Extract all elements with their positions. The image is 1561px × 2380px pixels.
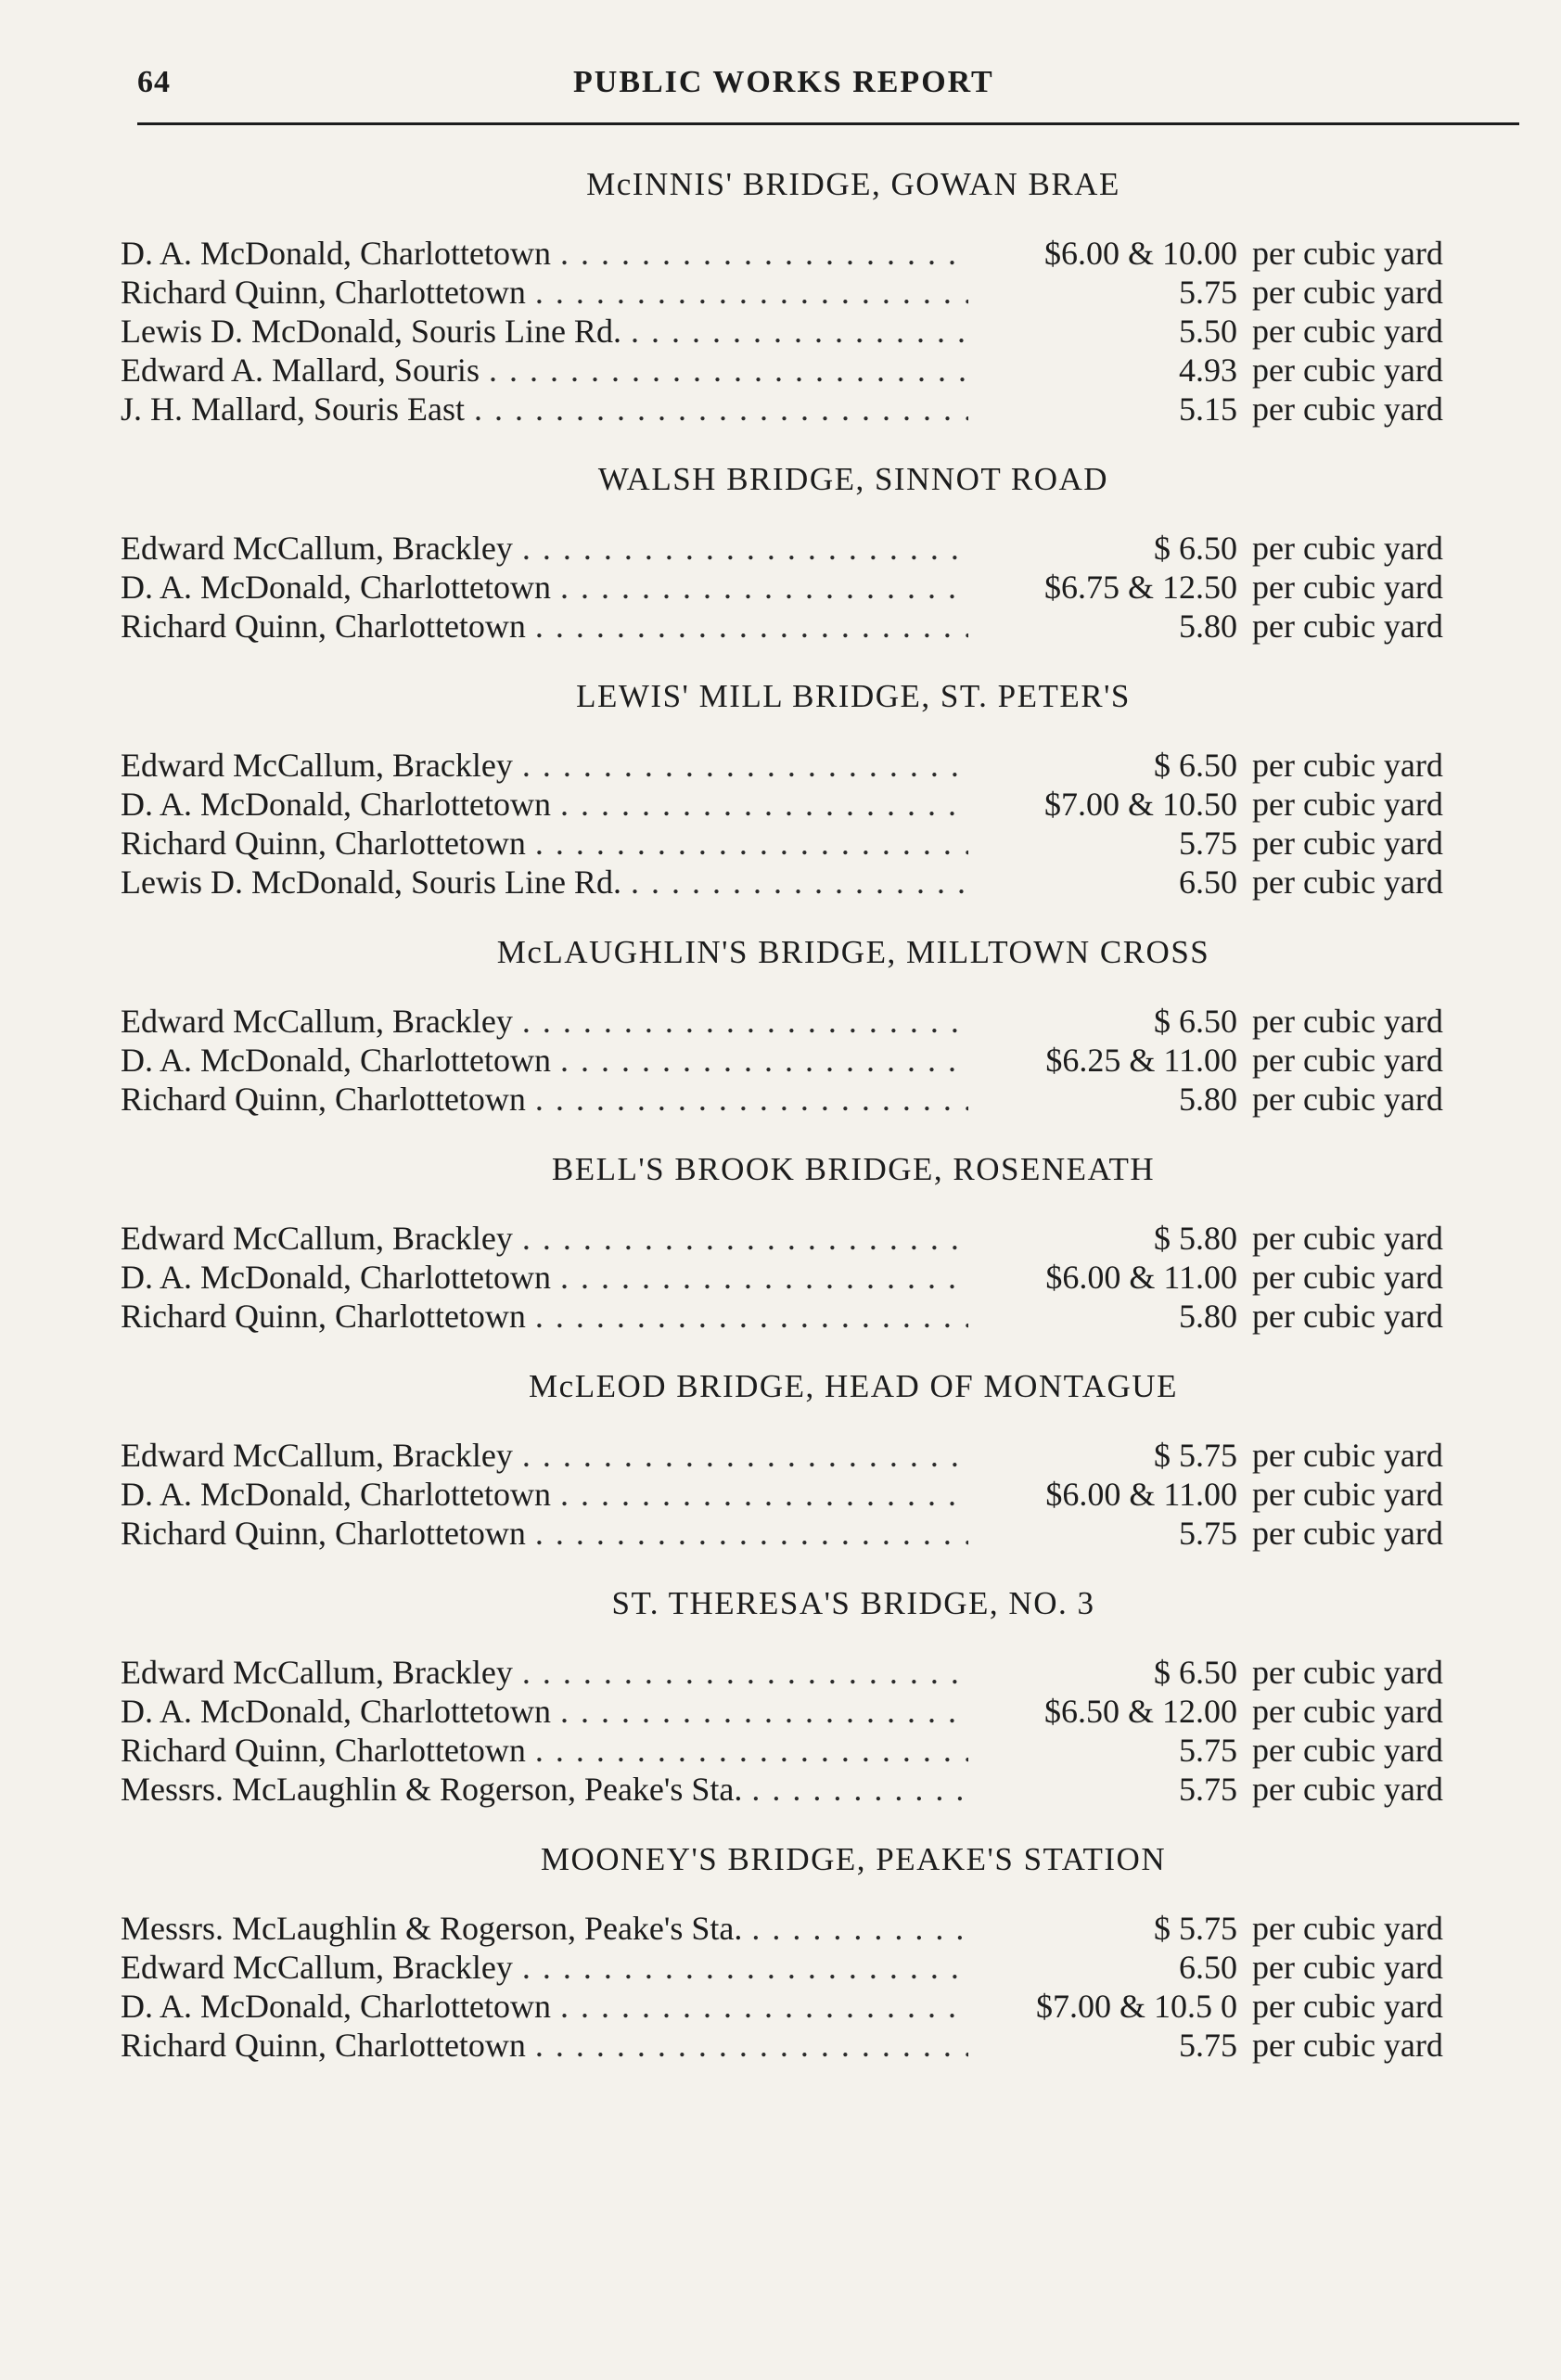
bidder-name: Edward McCallum, Brackley [121,747,513,784]
bid-row [121,1436,1521,1475]
bidder-name: Richard Quinn, Charlottetown [121,2027,526,2064]
dot-leader [522,1653,968,1692]
bridge-section-title: WALSH BRIDGE, SINNOT ROAD [597,461,1109,497]
bid-price: 5.75 [1179,1732,1237,1769]
bidder-name: D. A. McDonald, Charlottetown [121,1259,551,1296]
bid-price: 5.75 [1179,274,1237,311]
bid-row [121,785,1521,824]
bidder-name: D. A. McDonald, Charlottetown [121,1988,551,2025]
dot-leader [535,1731,968,1770]
dot-leader [522,1002,968,1041]
bidder-name: D. A. McDonald, Charlottetown [121,569,551,606]
bid-row [121,863,1521,902]
bid-row [121,746,1521,785]
dot-leader [560,568,968,607]
dot-leader [535,2026,968,2065]
bid-unit: per cubic yard [1252,1042,1443,1079]
bid-price: $ 5.80 [1154,1220,1237,1257]
bidder-name: Richard Quinn, Charlottetown [121,1298,526,1335]
bridge-section [121,1367,1521,1553]
bid-price: 6.50 [1179,1949,1237,1986]
bid-price: $7.00 & 10.50 [1043,786,1237,823]
dot-leader [535,273,968,312]
bid-unit: per cubic yard [1252,390,1443,428]
bidder-name: Edward McCallum, Brackley [121,1437,513,1474]
bid-unit: per cubic yard [1252,1437,1443,1474]
bridge-section-title: MOONEY'S BRIDGE, PEAKE'S STATION [540,1841,1167,1877]
bid-row [121,607,1521,646]
bid-row [121,1219,1521,1258]
dot-leader [560,1987,968,2026]
bidder-name: D. A. McDonald, Charlottetown [121,1476,551,1513]
bid-row [121,824,1521,863]
bidder-name: D. A. McDonald, Charlottetown [121,1693,551,1730]
bidder-name: Messrs. McLaughlin & Rogerson, Peake's Sta. [121,1771,743,1808]
bid-price: $6.50 & 12.00 [1043,1693,1237,1730]
bid-unit: per cubic yard [1252,1220,1443,1257]
dot-leader [522,1436,968,1475]
bridge-section-title: McLEOD BRIDGE, HEAD OF MONTAGUE [529,1368,1178,1404]
bidder-name: Richard Quinn, Charlottetown [121,608,526,645]
bid-unit: per cubic yard [1252,1654,1443,1691]
bid-unit: per cubic yard [1252,747,1443,784]
bidder-name: Lewis D. McDonald, Souris Line Rd. [121,313,621,350]
dot-leader [560,1475,968,1514]
bid-price: 5.75 [1179,2027,1237,2064]
bid-unit: per cubic yard [1252,1771,1443,1808]
bid-price: $6.75 & 12.50 [1043,569,1237,606]
bridge-section-title: McINNIS' BRIDGE, GOWAN BRAE [586,166,1120,202]
bid-price: $6.00 & 11.00 [1045,1476,1237,1513]
dot-leader [535,607,968,646]
dot-leader [751,1909,968,1948]
bid-price: $ 5.75 [1154,1437,1237,1474]
bid-unit: per cubic yard [1252,1515,1443,1552]
dot-leader [535,1514,968,1553]
bidder-name: Edward McCallum, Brackley [121,1220,513,1257]
bidder-name: Edward McCallum, Brackley [121,1003,513,1040]
bridge-section [121,933,1521,1119]
bid-unit: per cubic yard [1252,235,1443,272]
bid-row [121,1653,1521,1692]
bid-unit: per cubic yard [1252,1949,1443,1986]
bid-price: 5.50 [1179,313,1237,350]
bid-row [121,529,1521,568]
dot-leader [522,1219,968,1258]
bridge-section-title: LEWIS' MILL BRIDGE, ST. PETER'S [576,678,1131,714]
running-title: PUBLIC WORKS REPORT [573,65,994,99]
bid-row [121,390,1521,429]
bid-unit: per cubic yard [1252,1988,1443,2025]
bridge-section [121,1840,1521,2065]
bid-row [121,1731,1521,1770]
bid-row [121,1514,1521,1553]
bidder-name: D. A. McDonald, Charlottetown [121,235,551,272]
dot-leader [535,824,968,863]
bid-price: $6.00 & 11.00 [1045,1259,1237,1296]
bid-unit: per cubic yard [1252,1298,1443,1335]
bid-row [121,1987,1521,2026]
bid-price: 4.93 [1179,352,1237,389]
dot-leader [751,1770,968,1809]
bid-row [121,312,1521,351]
bid-unit: per cubic yard [1252,786,1443,823]
bid-unit: per cubic yard [1252,2027,1443,2064]
bid-unit: per cubic yard [1252,274,1443,311]
dot-leader [631,863,968,902]
bid-price: $ 6.50 [1154,747,1237,784]
tender-list [121,165,1521,2065]
bidder-name: D. A. McDonald, Charlottetown [121,786,551,823]
bidder-name: Richard Quinn, Charlottetown [121,274,526,311]
bid-price: 5.75 [1179,1771,1237,1808]
bid-row [121,1297,1521,1336]
dot-leader [560,234,968,273]
bid-row [121,1770,1521,1809]
bidder-name: Richard Quinn, Charlottetown [121,1515,526,1552]
bridge-section [121,460,1521,646]
bid-price: $ 6.50 [1154,1003,1237,1040]
dot-leader [522,529,968,568]
bid-row [121,1909,1521,1948]
bid-unit: per cubic yard [1252,313,1443,350]
bid-price: 6.50 [1179,864,1237,901]
bid-price: $6.25 & 11.00 [1045,1042,1237,1079]
bidder-name: Richard Quinn, Charlottetown [121,825,526,862]
dot-leader [560,1258,968,1297]
bid-row [121,1258,1521,1297]
bid-price: 5.80 [1179,1298,1237,1335]
bid-unit: per cubic yard [1252,1259,1443,1296]
bid-row [121,1080,1521,1119]
bidder-name: Edward A. Mallard, Souris [121,352,480,389]
page-number: 64 [137,65,171,99]
bid-unit: per cubic yard [1252,1732,1443,1769]
dot-leader [560,1692,968,1731]
bidder-name: D. A. McDonald, Charlottetown [121,1042,551,1079]
dot-leader [474,390,968,429]
dot-leader [489,351,968,390]
bid-unit: per cubic yard [1252,352,1443,389]
bridge-section-title: BELL'S BROOK BRIDGE, ROSENEATH [551,1151,1156,1187]
header-rule [137,122,1519,125]
bridge-section [121,677,1521,902]
bid-row [121,1002,1521,1041]
dot-leader [522,1948,968,1987]
dot-leader [560,785,968,824]
bid-unit: per cubic yard [1252,1693,1443,1730]
bidder-name: Lewis D. McDonald, Souris Line Rd. [121,864,621,901]
bid-row [121,1041,1521,1080]
bidder-name: Richard Quinn, Charlottetown [121,1081,526,1118]
page-header [137,65,1519,121]
bid-price: $ 6.50 [1154,1654,1237,1691]
bid-row [121,234,1521,273]
bridge-section [121,1584,1521,1809]
dot-leader [560,1041,968,1080]
bid-unit: per cubic yard [1252,569,1443,606]
dot-leader [631,312,968,351]
bid-unit: per cubic yard [1252,1081,1443,1118]
bidder-name: J. H. Mallard, Souris East [121,390,465,428]
bid-price: $ 5.75 [1154,1910,1237,1947]
bid-row [121,2026,1521,2065]
bid-row [121,568,1521,607]
dot-leader [535,1297,968,1336]
bid-row [121,351,1521,390]
bidder-name: Edward McCallum, Brackley [121,1949,513,1986]
dot-leader [522,746,968,785]
bridge-section [121,1150,1521,1336]
bridge-section-title: ST. THERESA'S BRIDGE, NO. 3 [611,1585,1095,1621]
bid-unit: per cubic yard [1252,530,1443,567]
bid-price: 5.80 [1179,608,1237,645]
bid-unit: per cubic yard [1252,1003,1443,1040]
bid-row [121,273,1521,312]
dot-leader [535,1080,968,1119]
bridge-section-title: McLAUGHLIN'S BRIDGE, MILLTOWN CROSS [496,934,1210,970]
bid-price: $6.00 & 10.00 [1043,235,1237,272]
bid-unit: per cubic yard [1252,1910,1443,1947]
bid-price: 5.15 [1179,390,1237,428]
bid-unit: per cubic yard [1252,864,1443,901]
bid-row [121,1948,1521,1987]
bid-price: 5.75 [1179,1515,1237,1552]
bridge-section [121,165,1521,429]
bid-price: $ 6.50 [1154,530,1237,567]
bidder-name: Edward McCallum, Brackley [121,530,513,567]
bid-unit: per cubic yard [1252,608,1443,645]
bid-price: $7.00 & 10.5 0 [1035,1988,1237,2025]
bidder-name: Richard Quinn, Charlottetown [121,1732,526,1769]
bid-row [121,1692,1521,1731]
bid-unit: per cubic yard [1252,825,1443,862]
bid-unit: per cubic yard [1252,1476,1443,1513]
bid-price: 5.75 [1179,825,1237,862]
bid-row [121,1475,1521,1514]
bidder-name: Messrs. McLaughlin & Rogerson, Peake's Sta. [121,1910,743,1947]
bidder-name: Edward McCallum, Brackley [121,1654,513,1691]
bid-price: 5.80 [1179,1081,1237,1118]
